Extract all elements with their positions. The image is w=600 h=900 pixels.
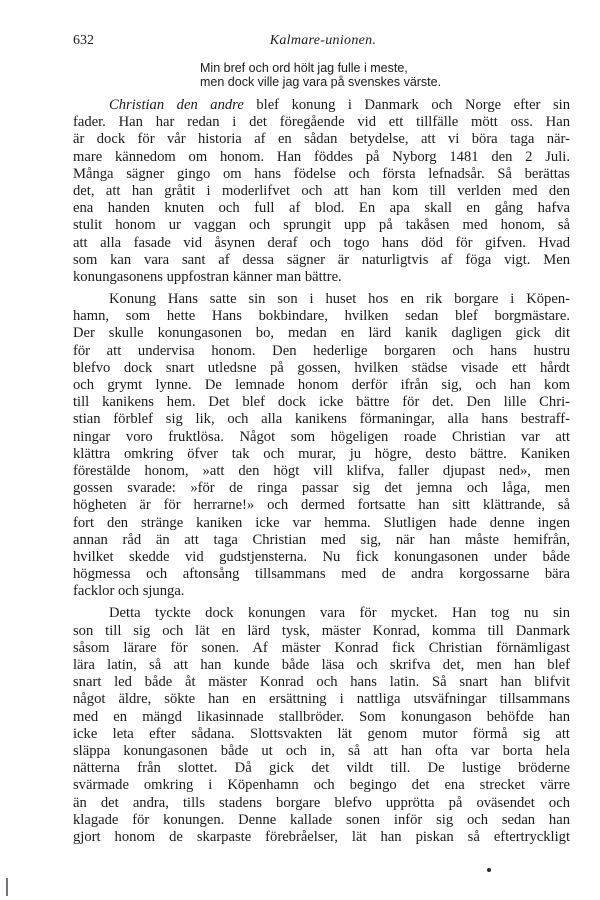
line-text: klättra omkring öfver tak och murar, ju högre, desto bättre. Kaniken bbox=[73, 445, 570, 462]
text-line bbox=[73, 446, 570, 463]
line-text: Der skulle konungasonen bo, medan en lärd kanik dagligen gick dit bbox=[73, 325, 570, 342]
line-text: ena handen knuten och full af blod. En apa skall en gång hafva bbox=[73, 200, 570, 217]
text-line bbox=[73, 411, 570, 428]
text-line bbox=[73, 709, 570, 726]
line-text: fort den stränge kaniken icke var hemma. Slutligen hade denne ingen bbox=[73, 514, 570, 531]
line-text: fader. Han har redan i det föregående vid ett tillfälle mött oss. Han bbox=[73, 114, 570, 131]
line-text: för att undervisa honom. Den hederlige borgaren och hans hustru bbox=[73, 342, 570, 359]
text-line bbox=[73, 291, 570, 308]
line-text: det, att han gråtit i moderlifvet och att han kom till verlden med den bbox=[73, 182, 570, 199]
line-text: son till sig och lät en lärd tysk, mäster Konrad, komma till Danmark bbox=[73, 622, 570, 639]
text-line bbox=[73, 605, 570, 622]
line-text: klagade för konungen. Denne kallade sonen inför sig och sedan han bbox=[73, 811, 570, 828]
text-line bbox=[73, 114, 570, 131]
line-text: facklor och sjunga. bbox=[73, 583, 185, 600]
text-line bbox=[73, 97, 570, 114]
line-text: stian förblef sig lik, och alla kanikens förmaningar, alla hans bestraff- bbox=[73, 411, 570, 428]
line-text: som kan vara sant af dessa sägner är naturligtvis af föga vigt. Men bbox=[73, 251, 570, 268]
paragraph bbox=[73, 605, 570, 846]
line-text: till kanikens hem. Det blef dock icke bättre för det. Den lille Chri- bbox=[73, 394, 570, 411]
text-line bbox=[73, 777, 570, 794]
text-line bbox=[73, 497, 570, 514]
page-number: 632 bbox=[73, 33, 94, 48]
text-line bbox=[73, 360, 570, 377]
paragraph bbox=[73, 97, 570, 286]
line-text: såsom lärare för sonen. Af mäster Konrad fick Christian förnämligast bbox=[73, 639, 570, 656]
line-text: släppa konungasonen både ut och in, så att han ofta var borta hela bbox=[73, 742, 570, 759]
text-line bbox=[73, 640, 570, 657]
text-line bbox=[73, 269, 570, 286]
text-line bbox=[73, 566, 570, 583]
text-line bbox=[73, 623, 570, 640]
margin-mark bbox=[6, 878, 8, 896]
line-text: hvilket skedde vid gudstjensterna. Nu fick konungasonen under både bbox=[73, 548, 570, 565]
text-line bbox=[73, 131, 570, 148]
line-text: mare kännedom om honom. Han föddes på Nyborg 1481 den 2 Juli. bbox=[73, 148, 570, 165]
epigraph-line: Min bref och ord hölt jag fulle i meste, bbox=[200, 61, 408, 75]
line-text: icke leta efter sådana. Slottsvakten lät genom mutor förmå sig att bbox=[73, 725, 570, 742]
running-title: Kalmare-unionen. bbox=[269, 33, 377, 48]
line-text: är dock för vår historia af en sådan betydelse, att vi böra taga när- bbox=[73, 131, 570, 148]
text-line bbox=[73, 515, 570, 532]
text-line bbox=[73, 183, 570, 200]
line-text: än det andra, tills stadens borgare blefvo upprötta på oväsendet och bbox=[73, 794, 570, 811]
line-text: gossen svarade: »för de ringa passar sig det jemna och låga, men bbox=[73, 480, 570, 497]
ink-dot bbox=[487, 868, 491, 872]
text-line bbox=[73, 829, 570, 846]
text-line bbox=[73, 795, 570, 812]
line-text: högmessa och aftonsång tillsammans med de andra korgossarne bära bbox=[73, 566, 570, 583]
line-text: lära latin, så att han kunde både läsa och skrifva det, men han blef bbox=[73, 657, 570, 673]
epigraph bbox=[200, 61, 530, 89]
text-line bbox=[73, 325, 570, 342]
text-line bbox=[73, 394, 570, 411]
text-line bbox=[73, 549, 570, 566]
line-text: något äldre, sökte han en ersättning i nattliga utsväfningar tillsammans bbox=[73, 691, 570, 708]
text-line bbox=[73, 217, 570, 234]
text-line bbox=[73, 200, 570, 217]
text-line bbox=[73, 691, 570, 708]
line-text: nätterna från slottet. Då gick det vildt till. De lustige bröderne bbox=[73, 760, 570, 777]
text-line bbox=[73, 252, 570, 269]
line-text: Många sägner gingo om hans födelse och första lefnadsår. Så berättas bbox=[73, 165, 570, 182]
page-header bbox=[73, 33, 573, 53]
italic-name: Christian den andre bbox=[109, 97, 244, 113]
line-text: gjort honom de skarpaste förebråelser, lät han piskan så eftertryckligt bbox=[73, 828, 570, 845]
line-text: Konung Hans satte sin son i huset hos en rik borgare i Köpen- bbox=[109, 291, 570, 308]
text-line bbox=[73, 760, 570, 777]
text-line bbox=[73, 343, 570, 360]
paragraph bbox=[73, 291, 570, 600]
text-line bbox=[73, 377, 570, 394]
text-line bbox=[73, 235, 570, 252]
text-line bbox=[73, 480, 570, 497]
line-text: annan råd än att taga Christian med sig, när han måste hemifrån, bbox=[73, 531, 570, 548]
text-line bbox=[73, 743, 570, 760]
text-line bbox=[73, 657, 570, 674]
line-text: stulit honom ur vaggan och sprungit upp på takåsen med honom, så bbox=[73, 217, 570, 234]
text-line bbox=[73, 149, 570, 166]
line-text: högheten är för herrarne!» och dermed fortsatte han sitt klättrande, så bbox=[73, 497, 570, 514]
line-text: förestälde honom, »att den högt vill klifva, faller djupast ned», men bbox=[73, 462, 570, 479]
body-text bbox=[73, 97, 570, 851]
text-line bbox=[73, 166, 570, 183]
text-line bbox=[73, 726, 570, 743]
line-text: snart led både åt mäster Konrad och hans latin. Så snart han blifvit bbox=[73, 674, 570, 691]
text-line bbox=[73, 463, 570, 480]
line-text: att alla fasade vid åsynen deraf och togo hans död för gifven. Hvad bbox=[73, 234, 570, 251]
line-text: svärmade omkring i Köpenhamn och begingo det ena strecket värre bbox=[73, 777, 570, 794]
text-line bbox=[73, 674, 570, 691]
text-line bbox=[73, 532, 570, 549]
line-text: hamn, som hette Hans bokbindare, hvilken sedan blef borgmästare. bbox=[73, 308, 570, 325]
line-text: ningar voro fruktlösa. Något som högeligen roade Christian var att bbox=[73, 428, 570, 445]
line-text: med en mängd likasinnade stallbröder. Som konungason behöfde han bbox=[73, 708, 570, 725]
line-text: blefvo dock snart utledsne på gossen, hvilken städse visade ett hårdt bbox=[73, 359, 570, 376]
line-text: och grymt lynne. De lemnade honom derför ifrån sig, och han kom bbox=[73, 377, 570, 393]
text-line bbox=[73, 812, 570, 829]
text-line bbox=[73, 583, 570, 600]
text-line bbox=[73, 308, 570, 325]
line-text: Detta tyckte dock konungen vara för mycket. Han tog nu sin bbox=[109, 605, 570, 622]
epigraph-line: men dock ville jag vara på svenskes värste. bbox=[200, 75, 442, 89]
line-text: konungasonens uppfostran känner man bättre. bbox=[73, 268, 342, 285]
text-line bbox=[73, 429, 570, 446]
line-text: blef konung i Danmark och Norge efter sin bbox=[243, 97, 570, 113]
